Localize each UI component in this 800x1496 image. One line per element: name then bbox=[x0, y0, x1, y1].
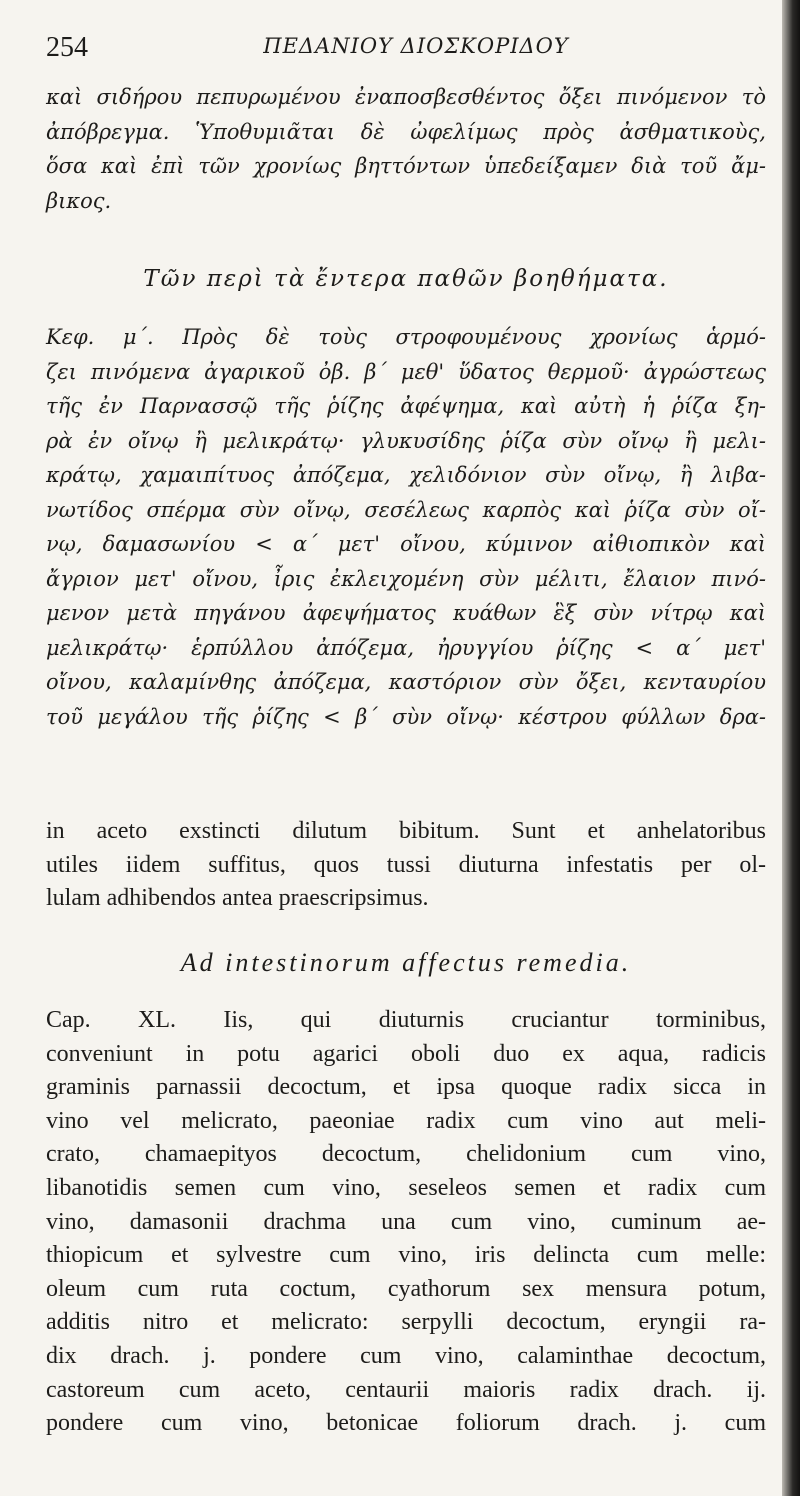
running-title: ΠΕΔΑΝΙΟΥ ΔΙΟΣΚΟΡΙΔΟΥ bbox=[263, 34, 569, 58]
text-line: vino, damasonii drachma una cum vino, cuminum ae- bbox=[46, 1208, 766, 1235]
greek-section-heading: Τῶν περὶ τὰ ἔντερα παθῶν βοηθήματα. bbox=[143, 266, 669, 292]
latin-section-heading: Ad intestinorum affectus remedia. bbox=[180, 948, 632, 977]
text-line: καὶ σιδήρου πεπυρωμένου ἐναποσβεσθέντος ὄξει πινόμενον τὸ bbox=[46, 85, 766, 109]
text-line: crato, chamaepityos decoctum, chelidonium cum vino, bbox=[46, 1141, 766, 1168]
text-line: additis nitro et melicrato: serpylli decoctum, eryngii ra- bbox=[46, 1309, 766, 1336]
text-line: βικος. bbox=[46, 188, 112, 213]
text-line: τοῦ μεγάλου τῆς ῥίζης < β΄ σὺν οἴνῳ· κέστρου φύλλων δρα- bbox=[46, 704, 766, 729]
text-line: νωτίδος σπέρμα σὺν οἴνῳ, σεσέλεως καρπὸς καὶ ῥίζα σὺν οἴ- bbox=[46, 497, 766, 522]
latin-text-upper bbox=[46, 815, 766, 916]
text-line: conveniunt in potu agarici oboli duo ex aqua, radicis bbox=[46, 1040, 766, 1067]
text-line: ζει πινόμενα ἀγαρικοῦ ὀβ. β΄ μεθ' ὕδατος θερμοῦ· ἀγρώστεως bbox=[46, 359, 766, 384]
text-line: pondere cum vino, betonicae foliorum drach. j. cum bbox=[46, 1410, 766, 1437]
text-line: thiopicum et sylvestre cum vino, iris delincta cum melle: bbox=[46, 1242, 766, 1269]
text-line: vino vel melicrato, paeoniae radix cum vino aut meli- bbox=[46, 1107, 766, 1134]
text-line: νῳ, δαμασωνίου < α΄ μετ' οἴνου, κύμινον αἰθιοπικὸν καὶ bbox=[46, 532, 766, 556]
text-line: ὅσα καὶ ἐπὶ τῶν χρονίως βηττόντων ὑπεδείξαμεν διὰ τοῦ ἄμ- bbox=[46, 154, 766, 178]
text-line: lulam adhibendos antea praescripsimus. bbox=[46, 885, 429, 912]
text-line: in aceto exstincti dilutum bibitum. Sunt et anhelatoribus bbox=[46, 818, 766, 844]
text-line: κράτῳ, χαμαιπίτυος ἀπόζεμα, χελιδόνιον σὺν οἴνῳ, ἢ λιβα- bbox=[46, 463, 766, 487]
text-line: graminis parnassii decoctum, et ipsa quoque radix sicca in bbox=[46, 1074, 766, 1101]
latin-chapter-text bbox=[46, 1004, 766, 1441]
text-line: castoreum cum aceto, centaurii maioris radix drach. ij. bbox=[46, 1376, 766, 1403]
text-line: oleum cum ruta coctum, cyathorum sex mensura potum, bbox=[46, 1275, 766, 1302]
text-line: Κεφ. μ΄. Πρὸς δὲ τοὺς στροφουμένους χρονίως ἁρμό- bbox=[46, 325, 766, 349]
text-line: τῆς ἐν Παρνασσῷ τῆς ῥίζης ἀφέψημα, καὶ αὐτὴ ἡ ῥίζα ξη- bbox=[46, 394, 766, 418]
book-spine-shadow bbox=[782, 0, 800, 1496]
text-line: Cap. XL. Iis, qui diuturnis cruciantur torminibus, bbox=[46, 1007, 766, 1033]
text-line: οἴνου, καλαμίνθης ἀπόζεμα, καστόριον σὺν ὄξει, κενταυρίου bbox=[46, 670, 766, 694]
text-line: ἄγριον μετ' οἴνου, ἶρις ἐκλειχομένη σὺν μέλιτι, ἔλαιον πινό- bbox=[46, 566, 766, 591]
text-line: dix drach. j. pondere cum vino, calaminthae decoctum, bbox=[46, 1342, 766, 1369]
greek-text-upper bbox=[46, 80, 766, 218]
text-line: μενον μετὰ πηγάνου ἀφεψήματος κυάθων ἓξ σὺν νίτρῳ καὶ bbox=[46, 601, 766, 625]
text-line: ρὰ ἐν οἴνῳ ἢ μελικράτῳ· γλυκυσίδης ῥίζα σὺν οἴνῳ ἢ μελι- bbox=[46, 428, 766, 453]
page-header bbox=[46, 30, 766, 70]
text-line: ἀπόβρεγμα. Ὑποθυμιᾶται δὲ ὠφελίμως πρὸς ἀσθματικοὺς, bbox=[46, 119, 766, 144]
text-line: libanotidis semen cum vino, seseleos semen et radix cum bbox=[46, 1174, 766, 1201]
text-line: utiles iidem suffitus, quos tussi diuturna infestatis per ol- bbox=[46, 851, 766, 878]
greek-chapter-text bbox=[46, 320, 766, 734]
page-number: 254 bbox=[46, 32, 88, 63]
text-line: μελικράτῳ· ἑρπύλλου ἀπόζεμα, ἠρυγγίου ῥίζης < α΄ μετ' bbox=[46, 635, 766, 660]
